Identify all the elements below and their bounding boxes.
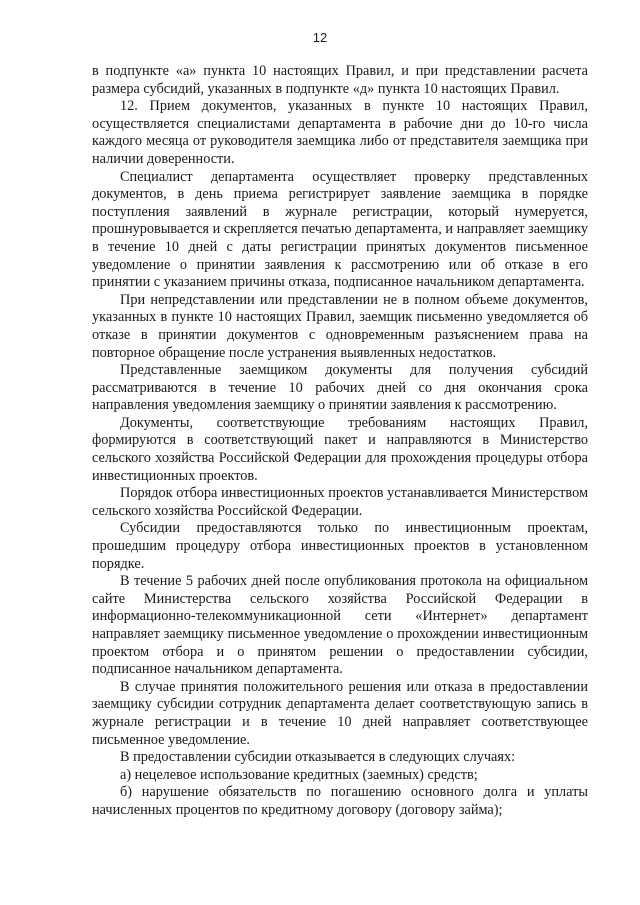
- document-body: [92, 63, 588, 820]
- list-item-b: б) нарушение обязательств по погашению основного долга и уплаты начисленных процентов по кредитному договору (договору займа);: [92, 784, 588, 818]
- paragraph-journal-record: В случае принятия положительного решения или отказа в предоставлении заемщику субсидии сотрудник департамента делает соответствующую запись в журнале регистрации и в течение 10 дней направляет соответствующее письменное уведомление.: [92, 678, 588, 748]
- paragraph-subsidies-selected-projects: Субсидии предоставляются только по инвестиционным проектам, прошедшим процедуру отбора инвестиционных проектов в установленном порядке.: [92, 520, 588, 572]
- paragraph-12-document-intake: 12. Прием документов, указанных в пункте 10 настоящих Правил, осуществляется специалистами департамента в рабочие дни до 10-го числа каждого месяца от руководителя заемщика либо от представителя заемщика при наличии доверенности.: [92, 98, 588, 167]
- paragraph-refusal-cases: В предоставлении субсидии отказывается в следующих случаях:: [120, 749, 516, 766]
- page-number: 12: [312, 30, 328, 45]
- paragraph-notification-after-protocol: В течение 5 рабочих дней после опубликования протокола на официальном сайте Министерства сельского хозяйства Российской Федерации в информационно-телекоммуникационной сети «Интернет» департамент направляет заемщику письменное уведомление о прохождении инвестиционным проектом отбора и о принятом решении о предоставлении субсидии, подписанное начальником департамента.: [92, 573, 588, 678]
- paragraph-review-period: Представленные заемщиком документы для получения субсидий рассматриваются в течение 10 рабочих дней со дня окончания срока направления уведомления заемщику о принятии заявления к рассмотрению.: [92, 362, 588, 414]
- paragraph-selection-procedure: Порядок отбора инвестиционных проектов устанавливается Министерством сельского хозяйства Российской Федерации.: [92, 485, 588, 519]
- paragraph-documents-package: Документы, соответствующие требованиям настоящих Правил, формируются в соответствующий пакет и направляются в Министерство сельского хозяйства Российской Федерации для прохождения процедуры отбора инвестиционных проектов.: [92, 414, 588, 484]
- list-item-a: а) нецелевое использование кредитных (заемных) средств;: [120, 766, 478, 783]
- paragraph-specialist-check: Специалист департамента осуществляет проверку представленных документов, в день приема регистрирует заявление заемщика в порядке поступления заявлений в журнале регистрации, который нумеруется, прошнуровывается и скрепляется печатью департамента, и направляет заемщику в течение 10 дней с даты регистрации принятых документов письменное уведомление о принятии заявления к рассмотрению или об отказе в его принятии с указанием причины отказа, подписанное начальником департамента.: [92, 168, 588, 291]
- paragraph-continuation: в подпункте «а» пункта 10 настоящих Правил, и при представлении расчета размера субсидий, указанных в подпункте «д» пункта 10 настоящих Правил.: [92, 63, 588, 97]
- paragraph-incomplete-documents: При непредставлении или представлении не в полном объеме документов, указанных в пункте 10 настоящих Правил, заемщик письменно уведомляется об отказе в принятии документов с одновременным разъяснением права на повторное обращение после устранения выявленных недостатков.: [92, 291, 588, 361]
